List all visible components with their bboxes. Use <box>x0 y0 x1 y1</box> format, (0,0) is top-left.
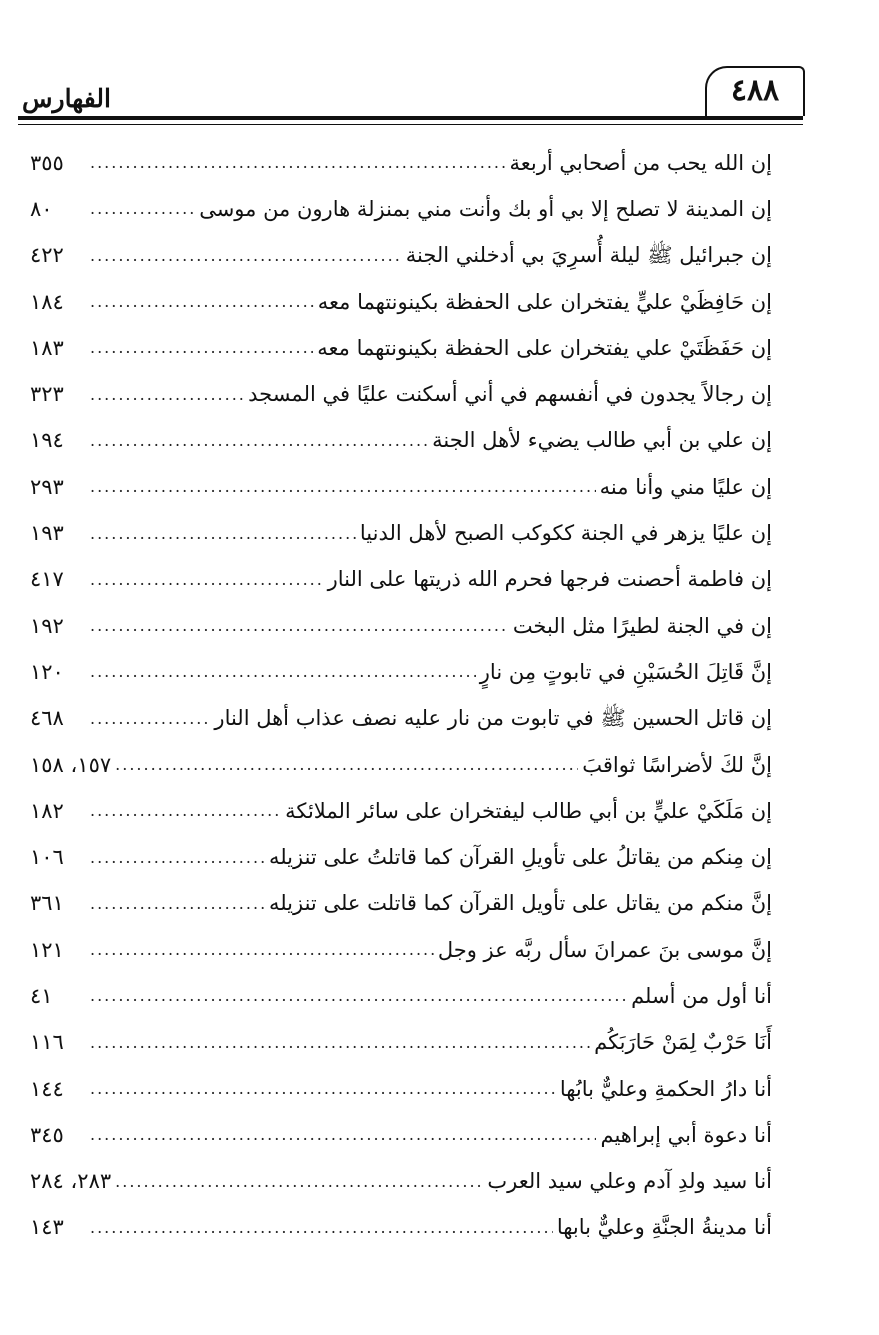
entry-page: ٤١ <box>30 983 53 1008</box>
entry-page: ١٩٣ <box>30 521 64 546</box>
leader-dots <box>90 1035 590 1051</box>
entry-text: إن مَلَكَيْ عليٍّ بن أبي طالب ليفتخران على سائر الملائكة <box>285 798 772 823</box>
entry-page: ١٩٢ <box>30 613 64 638</box>
leader-dots <box>90 479 596 495</box>
index-entry <box>30 418 772 464</box>
entry-page: ٣٦١ <box>30 891 64 916</box>
leader-dots <box>90 803 281 819</box>
leader-dots <box>90 572 324 588</box>
entry-page: ١٢٠ <box>30 659 64 684</box>
entry-page: ١١٦ <box>30 1030 64 1055</box>
leader-dots <box>90 1127 596 1143</box>
entry-page: ١٤٣ <box>30 1215 64 1240</box>
index-entry <box>30 1066 772 1112</box>
entry-text: إن عليًا مني وأنا منه <box>599 474 772 499</box>
leader-dots <box>90 248 402 264</box>
leader-dots <box>115 1174 483 1190</box>
entry-text: إنَّ لكَ لأضراسًا ثواقبَ <box>582 752 772 777</box>
leader-dots <box>90 942 434 958</box>
index-entry <box>30 649 772 695</box>
index-entry <box>30 834 772 880</box>
entry-text: إن مِنكم من يقاتلُ على تأويلِ القرآن كما قاتلتُ على تنزيله <box>268 845 772 870</box>
index-entry <box>30 279 772 325</box>
leader-dots <box>90 201 195 217</box>
entry-page: ١٥٧، ١٥٨ <box>30 752 112 777</box>
index-entry <box>30 1112 772 1158</box>
entry-text: أَنَا حَرْبٌ لِمَنْ حَارَبَكُم <box>594 1030 772 1055</box>
entry-text: أنا دعوة أبي إبراهيم <box>600 1122 772 1147</box>
entry-page: ٣٥٥ <box>30 150 64 175</box>
entry-text: أنا أول من أسلم <box>631 983 772 1008</box>
entry-page: ٤٦٨ <box>30 706 64 731</box>
leader-dots <box>90 664 476 680</box>
entry-page: ١٨٣ <box>30 335 64 360</box>
leader-dots <box>90 526 356 542</box>
entry-text: إن عليًا يزهر في الجنة ككوكب الصبح لأهل الدنيا <box>359 521 772 546</box>
entry-page: ٤٢٢ <box>30 243 64 268</box>
entry-text: إن فاطمة أحصنت فرجها فحرم الله ذريتها على النار <box>327 567 772 592</box>
index-entry <box>30 603 772 649</box>
leader-dots <box>90 1081 556 1097</box>
index-entry <box>30 696 772 742</box>
leader-dots <box>90 387 244 403</box>
leader-dots <box>90 988 627 1004</box>
entry-text: إن جبرائيل ﷺ ليلة أُسرِيَ بي أدخلني الجنة <box>405 243 772 268</box>
index-entry <box>30 927 772 973</box>
index-entry <box>30 1020 772 1066</box>
entry-page: ٢٩٣ <box>30 474 64 499</box>
entry-text: إن حَافِظَيْ عليٍّ يفتخران على الحفظة بكينونتهما معه <box>317 289 772 314</box>
header-rule-thin <box>18 124 803 125</box>
entry-page: ٤١٧ <box>30 567 64 592</box>
entry-text: إن رجالاً يجدون في أنفسهم في أني أسكنت عليًا في المسجد <box>248 382 772 407</box>
entry-page: ٢٨٣، ٢٨٤ <box>30 1169 112 1194</box>
entry-page: ١٢١ <box>30 937 64 962</box>
index-entry <box>30 510 772 556</box>
entry-text: إنَّ موسى بنَ عمرانَ سأل ربَّه عز وجل <box>437 937 772 962</box>
entry-text: إن الله يحب من أصحابي أربعة <box>509 150 772 175</box>
leader-dots <box>90 618 509 634</box>
entry-text: إنَّ منكم من يقاتل على تأويل القرآن كما قاتلت على تنزيله <box>268 891 772 916</box>
leader-dots <box>90 340 313 356</box>
entry-text: أنا دارُ الحكمةِ وعليٌّ بابُها <box>559 1076 772 1101</box>
entry-text: إن حَفَظَتَيْ علي يفتخران على الحفظة بكينونتهما معه <box>317 335 772 360</box>
index-entry <box>30 1159 772 1205</box>
entry-page: ٣٢٣ <box>30 382 64 407</box>
index-entry <box>30 233 772 279</box>
page-number: ٤٨٨ <box>730 73 780 108</box>
leader-dots <box>90 433 428 449</box>
entry-page: ٣٤٥ <box>30 1122 64 1147</box>
leader-dots <box>115 757 578 773</box>
index-entry <box>30 881 772 927</box>
leader-dots <box>90 896 265 912</box>
index-entry <box>30 371 772 417</box>
entry-page: ١٤٤ <box>30 1076 64 1101</box>
index-entry <box>30 557 772 603</box>
entry-page: ١٨٤ <box>30 289 64 314</box>
index-entry <box>30 464 772 510</box>
entry-text: إن قاتل الحسين ﷺ في تابوت من نار عليه نصف عذاب أهل النار <box>214 706 772 731</box>
entry-text: إن في الجنة لطيرًا مثل البخت <box>512 613 772 638</box>
header-rule-thick <box>18 116 803 120</box>
index-entry <box>30 140 772 186</box>
entry-text: أنا سيد ولدِ آدم وعلي سيد العرب <box>487 1169 772 1194</box>
entry-text: إن المدينة لا تصلح إلا بي أو بك وأنت مني بمنزلة هارون من موسى <box>199 196 772 221</box>
entry-page: ١٠٦ <box>30 845 64 870</box>
leader-dots <box>90 1220 553 1236</box>
leader-dots <box>90 155 505 171</box>
leader-dots <box>90 711 210 727</box>
index-entries <box>30 140 772 1251</box>
section-title: الفهارس <box>22 84 111 113</box>
index-entry <box>30 325 772 371</box>
index-entry <box>30 742 772 788</box>
index-entry <box>30 973 772 1019</box>
entry-text: أنا مدينةُ الجنَّةِ وعليٌّ بابها <box>556 1215 772 1240</box>
leader-dots <box>90 850 265 866</box>
entry-page: ١٨٢ <box>30 798 64 823</box>
entry-text: إن علي بن أبي طالب يضيء لأهل الجنة <box>432 428 772 453</box>
index-entry <box>30 788 772 834</box>
index-entry <box>30 1205 772 1251</box>
index-entry <box>30 186 772 232</box>
leader-dots <box>90 294 314 310</box>
entry-page: ٨٠ <box>30 196 53 221</box>
entry-page: ١٩٤ <box>30 428 64 453</box>
entry-text: إنَّ قَاتِلَ الحُسَيْنِ في تابوتٍ مِن نارٍ <box>479 659 772 684</box>
